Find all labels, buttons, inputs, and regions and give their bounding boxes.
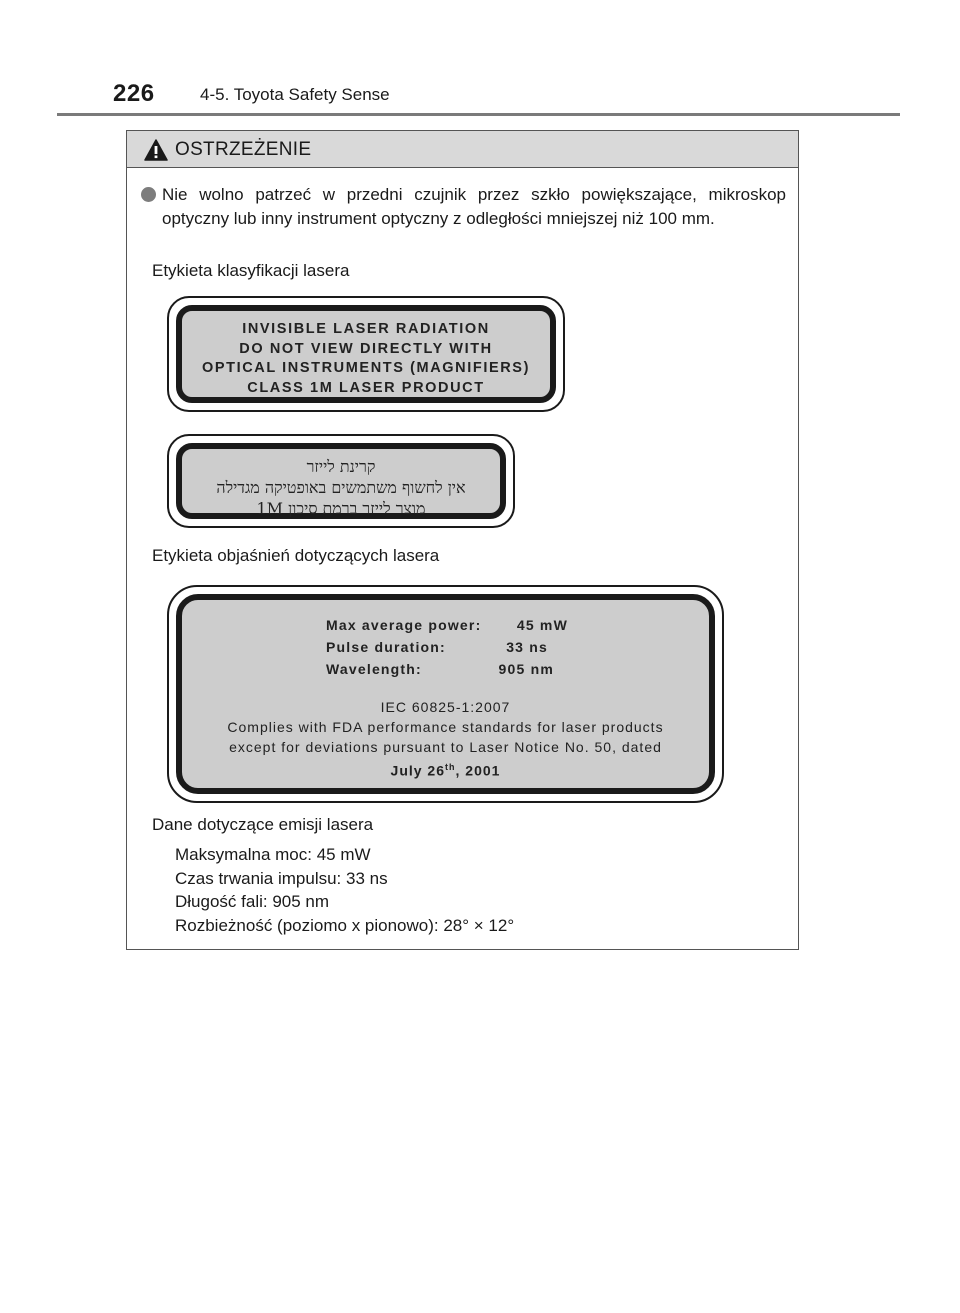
warning-box [126,130,799,950]
label-en-line: OPTICAL INSTRUMENTS (MAGNIFIERS) [201,360,531,376]
warning-bullet-text: Nie wolno patrzeć w przedni czujnik przez szkło powiększające, mikroskop optyczny lub inny instrument optyczny z odległości mniejszej niż 100 mm. [162,185,786,228]
laser-classification-label-he [167,434,515,528]
section-title: 4-5. Toyota Safety Sense [200,85,390,104]
spec-label: Wavelength: [326,661,422,677]
emission-caption: Dane dotyczące emisji lasera [152,815,374,834]
label-panel [176,443,506,519]
spec-value: 905 nm [498,661,554,677]
label-he-line: קרינת לייזר [306,457,376,476]
page-number: 226 [113,80,155,107]
header-rule [57,113,900,116]
emission-list [175,843,514,937]
warning-header [127,131,798,168]
laser-explanation-label [167,585,724,803]
warning-bullet [141,183,786,231]
label-he-line: אין לחשוף משתמשים באופטיקה מגדילה [216,478,466,497]
label-he-line: מוצר לייזר ברמת סיכון 1M [256,499,426,518]
label-en-text [182,320,550,398]
compliance-text: except for deviations pursuant to Laser Notice No. 50, dated [229,739,662,755]
spec-value: 33 ns [506,639,548,655]
label-panel [176,594,715,794]
spec-label: Pulse duration: [326,639,446,655]
spec-value: 45 mW [516,617,568,633]
laser-classification-label-en [167,296,565,412]
classification-caption: Etykieta klasyfikacji lasera [152,261,350,280]
warning-title: OSTRZEŻENIE [175,139,312,160]
compliance-text: Complies with FDA performance standards for laser products [227,719,664,735]
label-he-text [182,456,500,519]
emission-item: Rozbieżność (poziomo x pionowo): 28° × 12° [175,915,515,935]
standard-text: IEC 60825-1:2007 [380,699,511,715]
compliance-date [182,757,709,781]
date-suffix: th [445,762,456,772]
label-en-line: INVISIBLE LASER RADIATION [242,321,490,337]
explanation-caption: Etykieta objaśnień dotyczących lasera [152,546,440,565]
emission-item: Czas trwania impulsu: 33 ns [175,868,388,888]
spec-label: Max average power: [326,617,482,633]
emission-item: Maksymalna moc: 45 mW [175,845,371,864]
label-en-line: DO NOT VIEW DIRECTLY WITH [239,340,493,357]
warning-triangle-icon [144,139,168,161]
date-year: , 2001 [455,762,501,779]
label-panel [176,305,556,403]
date-prefix: July 26 [390,762,446,779]
bullet-icon [141,187,156,202]
emission-item: Długość fali: 905 nm [175,892,330,911]
label-en-line: CLASS 1M LASER PRODUCT [247,379,485,396]
